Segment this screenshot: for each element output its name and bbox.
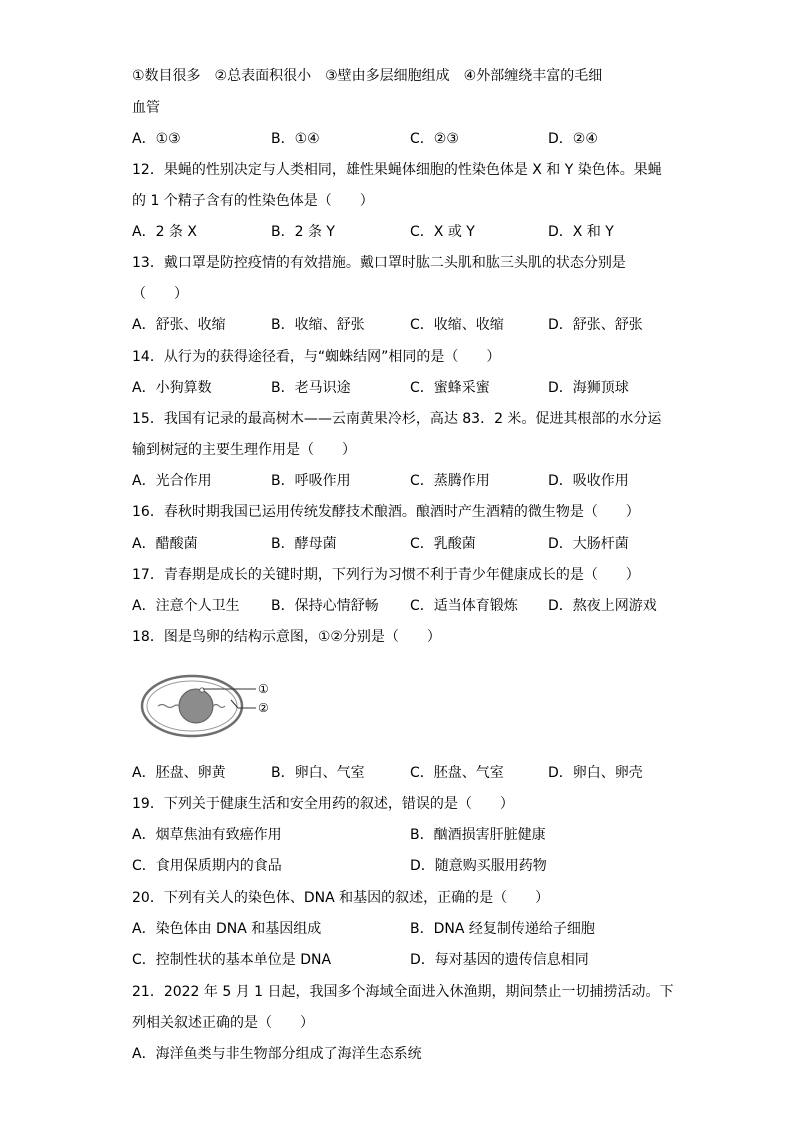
q16-option-c: C．乳酸菌 [410, 536, 476, 552]
q15-options [132, 471, 692, 491]
germinal-disc [200, 688, 204, 692]
q11-option-d: D．②④ [548, 131, 598, 147]
q16-options [132, 534, 692, 554]
q12-stem-cont: 的 1 个精子含有的性染色体是（ ） [132, 193, 374, 209]
q19-options-row2 [132, 856, 692, 876]
figure-label-2: ② [258, 701, 269, 715]
figure-label-1: ① [258, 682, 269, 696]
q11-option-c: C．②③ [410, 131, 459, 147]
q18-option-b: B．卵白、气室 [271, 765, 365, 781]
q13-option-b: B．收缩、舒张 [271, 317, 365, 333]
q15-option-d: D．吸收作用 [548, 473, 629, 489]
q12-stem: 12．果蝇的性别决定与人类相同，雄性果蝇体细胞的性染色体是 X 和 Y 染色体。果蝇 [132, 162, 662, 178]
q15-stem-cont: 输到树冠的主要生理作用是（ ） [132, 442, 356, 458]
q13-option-d: D．舒张、舒张 [548, 317, 643, 333]
q21-stem-cont: 列相关叙述正确的是（ ） [132, 1015, 314, 1031]
q20-options-row1 [132, 919, 692, 939]
q13-stem: 13．戴口罩是防控疫情的有效措施。戴口罩时肱二头肌和肱三头肌的状态分别是 [132, 255, 626, 271]
q15-option-c: C．蒸腾作用 [410, 473, 490, 489]
q17-option-a: A．注意个人卫生 [132, 598, 240, 614]
q13-option-a: A．舒张、收缩 [132, 317, 226, 333]
q12-option-c: C．X 或 Y [410, 224, 475, 240]
q18-options [132, 763, 692, 783]
q21-stem: 21．2022 年 5 月 1 日起，我国多个海域全面进入休渔期，期间禁止一切捕捞活动。下 [132, 984, 674, 1000]
q19-option-a: A．烟草焦油有致癌作用 [132, 827, 282, 843]
q20-option-a: A．染色体由 DNA 和基因组成 [132, 921, 322, 937]
q14-option-a: A．小狗算数 [132, 380, 212, 396]
q18-option-a: A．胚盘、卵黄 [132, 765, 226, 781]
q16-option-b: B．酵母菌 [271, 536, 337, 552]
q17-option-c: C．适当体育锻炼 [410, 598, 518, 614]
q15-option-a: A．光合作用 [132, 473, 212, 489]
q20-option-c: C．控制性状的基本单位是 DNA [132, 952, 332, 968]
q11-statements-cont: 血管 [132, 100, 160, 116]
q11-statements: ①数目很多 ②总表面积很小 ③壁由多层细胞组成 ④外部缠绕丰富的毛细 [132, 68, 603, 84]
q16-option-a: A．醋酸菌 [132, 536, 198, 552]
q12-option-b: B．2 条 Y [271, 224, 335, 240]
q14-options [132, 378, 692, 398]
q15-option-b: B．呼吸作用 [271, 473, 351, 489]
q18-option-d: D．卵白、卵壳 [548, 765, 643, 781]
q20-option-d: D．每对基因的遗传信息相同 [410, 952, 589, 968]
q19-stem: 19．下列关于健康生活和安全用药的叙述，错误的是（ ） [132, 796, 514, 812]
q17-option-b: B．保持心情舒畅 [271, 598, 379, 614]
q12-option-a: A．2 条 X [132, 224, 197, 240]
q16-option-d: D．大肠杆菌 [548, 536, 629, 552]
q16-stem: 16．春秋时期我国已运用传统发酵技术酿酒。酿酒时产生酒精的微生物是（ ） [132, 504, 640, 520]
q11-option-a: A．①③ [132, 131, 181, 147]
q18-option-c: C．胚盘、气室 [410, 765, 504, 781]
q19-options-row1 [132, 825, 692, 845]
q20-option-b: B．DNA 经复制传递给子细胞 [410, 921, 595, 937]
q17-stem: 17．青春期是成长的关键时期，下列行为习惯不利于青少年健康成长的是（ ） [132, 567, 640, 583]
q15-stem: 15．我国有记录的最高树木——云南黄果冷杉，高达 83．2 米。促进其根部的水分运 [132, 411, 662, 427]
q13-option-c: C．收缩、收缩 [410, 317, 504, 333]
q19-option-c: C．食用保质期内的食品 [132, 858, 282, 874]
q14-option-d: D．海狮顶球 [548, 380, 629, 396]
bird-egg-diagram [138, 668, 278, 742]
q12-option-d: D．X 和 Y [548, 224, 614, 240]
q12-options [132, 222, 692, 242]
q19-option-d: D．随意购买服用药物 [410, 858, 547, 874]
q11-option-b: B．①④ [271, 131, 320, 147]
q18-stem: 18．图是鸟卵的结构示意图，①②分别是（ ） [132, 629, 441, 645]
q13-options [132, 315, 692, 335]
q19-option-b: B．酗酒损害肝脏健康 [410, 827, 546, 843]
q13-stem-cont: （ ） [132, 286, 188, 302]
q21-option-a: A．海洋鱼类与非生物部分组成了海洋生态系统 [132, 1046, 422, 1062]
q14-option-c: C．蜜蜂采蜜 [410, 380, 490, 396]
q14-option-b: B．老马识途 [271, 380, 351, 396]
q20-stem: 20．下列有关人的染色体、DNA 和基因的叙述，正确的是（ ） [132, 890, 550, 906]
yolk [179, 689, 213, 723]
q14-stem: 14．从行为的获得途径看，与“蜘蛛结网”相同的是（ ） [132, 349, 501, 365]
q11-options [132, 129, 692, 149]
q20-options-row2 [132, 950, 692, 970]
q17-options [132, 596, 692, 616]
q17-option-d: D．熬夜上网游戏 [548, 598, 657, 614]
